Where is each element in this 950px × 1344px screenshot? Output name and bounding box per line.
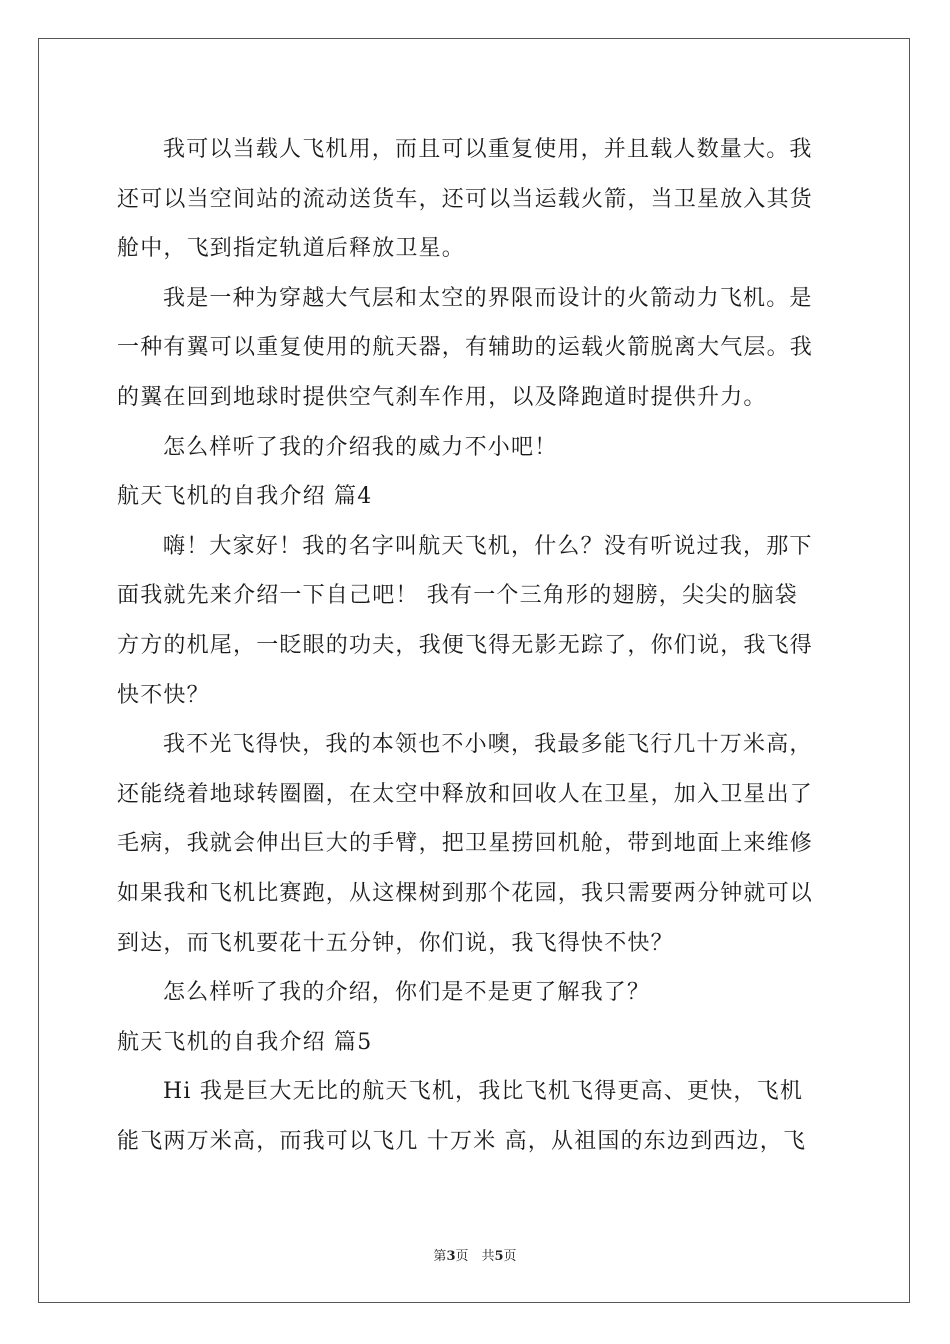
paragraph-line: 怎么样听了我的介绍我的威力不小吧！: [163, 434, 558, 460]
paragraph-line: 方方的机尾，一眨眼的功夫，我便飞得无影无踪了，你们说，我飞得: [117, 632, 814, 658]
paragraph-line: 我可以当载人飞机用，而且可以重复使用，并且载人数量大。我: [163, 137, 813, 162]
paragraph-line: Hi 我是巨大无比的航天飞机，我比飞机飞得更高、更快，飞机: [163, 1079, 804, 1105]
paragraph-line: 的翼在回到地球时提供空气刹车作用，以及降跑道时提供升力。: [117, 384, 767, 410]
section-heading: 航天飞机的自我介绍 篇4: [117, 484, 373, 510]
section-heading: 航天飞机的自我介绍 篇5: [117, 1029, 373, 1055]
paragraph-line: 我是一种为穿越大气层和太空的界限而设计的火箭动力飞机。是: [163, 285, 813, 311]
paragraph-line: 还能绕着地球转圈圈，在太空中释放和回收人在卫星，加入卫星出了: [117, 781, 814, 807]
total-pages-number: 5: [494, 1249, 504, 1264]
page-mid: 页 共: [455, 1249, 495, 1264]
paragraph-line: 嗨！大家好！我的名字叫航天飞机，什么？没有听说过我，那下: [163, 533, 813, 559]
paragraph-line: 舱中，飞到指定轨道后释放卫星。: [117, 236, 466, 262]
paragraph-line: 还可以当空间站的流动送货车，还可以当运载火箭，当卫星放入其货: [117, 186, 814, 212]
paragraph-line: 面我就先来介绍一下自己吧！ 我有一个三角形的翅膀，尖尖的脑袋: [117, 583, 798, 609]
paragraph-line: 一种有翼可以重复使用的航天器，有辅助的运载火箭脱离大气层。我: [117, 335, 814, 361]
current-page-number: 3: [446, 1249, 456, 1264]
paragraph-line: 到达，而飞机要花十五分钟，你们说，我飞得快不快？: [117, 930, 674, 956]
paragraph-line: 快不快？: [117, 682, 210, 708]
page-footer: [0, 1245, 950, 1264]
paragraph-line: 如果我和飞机比赛跑，从这棵树到那个花园，我只需要两分钟就可以: [117, 880, 814, 906]
document-body: [117, 125, 833, 1166]
paragraph-line: 能飞两万米高，而我可以飞几 十万米 高，从祖国的东边到西边，飞: [117, 1128, 807, 1154]
paragraph-line: 毛病，我就会伸出巨大的手臂，把卫星捞回机舱，带到地面上来维修: [117, 831, 814, 857]
paragraph-line: 我不光飞得快，我的本领也不小噢，我最多能飞行几十万米高，: [163, 732, 813, 758]
page-suffix: 页: [503, 1249, 517, 1264]
page-prefix: 第: [433, 1249, 447, 1264]
paragraph-line: 怎么样听了我的介绍，你们是不是更了解我了？: [163, 980, 651, 1006]
